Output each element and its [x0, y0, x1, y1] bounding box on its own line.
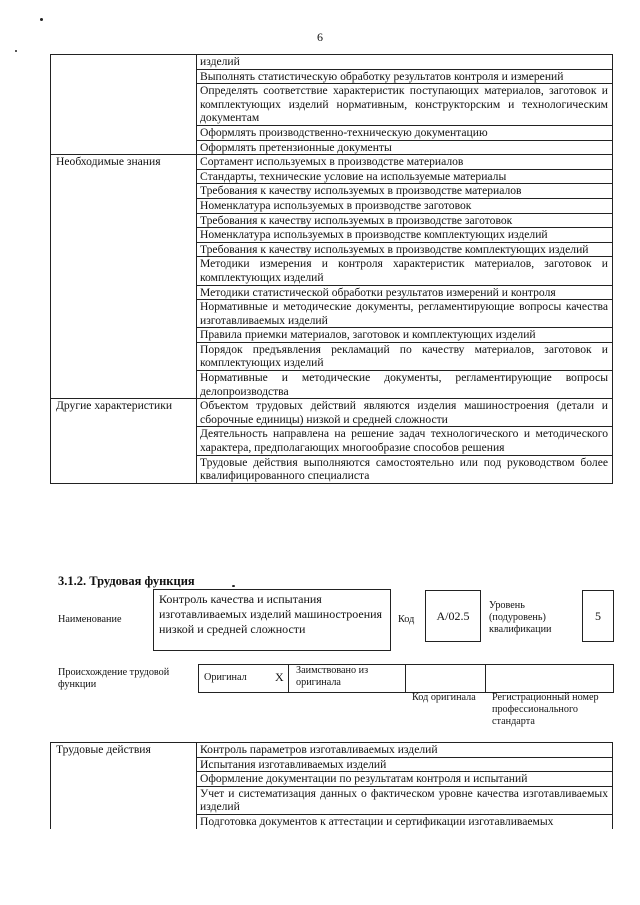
table-cell: Деятельность направлена на решение задач технологического и методического характера, предполагающих многообразие способов решения: [197, 427, 613, 455]
table-cell: Правила приемки материалов, заготовок и комплектующих изделий: [197, 328, 613, 343]
requirements-table: [50, 54, 613, 484]
code-original-caption: Код оригинала: [412, 692, 476, 703]
table-cell: Испытания изготавливаемых изделий: [197, 757, 613, 772]
table-row: [51, 55, 613, 70]
table-cell: Методики статистической обработки результатов измерений и контроля: [197, 285, 613, 300]
table-cell: Номенклатура используемых в производстве комплектующих изделий: [197, 228, 613, 243]
table-cell: Оформлять претензионные документы: [197, 140, 613, 155]
scan-speck: [40, 18, 43, 21]
table-cell: Учет и систематизация данных о фактическом уровне качества изготавливаемых изделий: [197, 786, 613, 814]
row-label: [51, 55, 197, 155]
table-cell: Сортамент используемых в производстве материалов: [197, 155, 613, 170]
table-row: [51, 743, 613, 758]
code-box: [425, 590, 481, 642]
table-cell: Нормативные и методические документы, регламентирующие вопросы делопроизводства: [197, 371, 613, 399]
table-cell: Требования к качеству используемых в производстве материалов: [197, 184, 613, 199]
table-cell: Оформление документации по результатам контроля и испытаний: [197, 772, 613, 787]
table-cell: Подготовка документов к аттестации и сертификации изготавливаемых: [197, 814, 613, 828]
table-cell: Стандарты, технические условие на используемые материалы: [197, 169, 613, 184]
table-cell: Номенклатура используемых в производстве заготовок: [197, 198, 613, 213]
table-cell: Методики измерения и контроля характеристик материалов, заготовок и комплектующих изделий: [197, 257, 613, 285]
name-label: Наименование: [58, 614, 122, 625]
table-row: [51, 155, 613, 170]
original-mark: X: [275, 670, 284, 684]
table-cell: изделий: [197, 55, 613, 70]
scan-speck: [232, 585, 235, 587]
scan-speck: [15, 50, 17, 52]
origin-divider: [405, 664, 406, 692]
name-value-box: [153, 589, 391, 651]
origin-box: [198, 664, 614, 693]
origin-label: Происхождение трудовой функции: [58, 667, 170, 690]
table-cell: Требования к качеству используемых в производстве комплектующих изделий: [197, 242, 613, 257]
table-cell: Объектом трудовых действий являются изделия машиностроения (детали и сборочные единицы) низкой и средней сложности: [197, 399, 613, 427]
table-cell: Определять соответствие характеристик поступающих материалов, заготовок и комплектующих изделий нормативным, конструкторским и технологическим документам: [197, 84, 613, 126]
section-heading: 3.1.2. Трудовая функция: [58, 574, 195, 588]
row-label-knowledge: Необходимые знания: [51, 155, 197, 399]
actions-table: [50, 742, 613, 829]
table-row: [51, 399, 613, 427]
origin-divider: [485, 664, 486, 692]
table-cell: Оформлять производственно-техническую документацию: [197, 125, 613, 140]
name-value: Контроль качества и испытания изготавливаемых изделий машиностроения низкой и средней сложности: [159, 592, 383, 636]
table-cell: Контроль параметров изготавливаемых изделий: [197, 743, 613, 758]
level-label: Уровень (подуровень) квалификации: [489, 600, 552, 635]
table-cell: Порядок предъявления рекламаций по качеству материалов, заготовок и комплектующих изделий: [197, 342, 613, 370]
page-number: 6: [317, 30, 323, 44]
row-label-actions: Трудовые действия: [51, 743, 197, 829]
borrowed-label: Заимствовано из оригинала: [296, 665, 369, 688]
reg-number-caption: Регистрационный номер профессионального стандарта: [492, 692, 599, 727]
table-cell: Требования к качеству используемых в производстве заготовок: [197, 213, 613, 228]
level-box: [582, 590, 614, 642]
code-value: A/02.5: [436, 609, 470, 623]
row-label-other: Другие характеристики: [51, 399, 197, 484]
table-cell: Нормативные и методические документы, регламентирующие вопросы качества изготавливаемых изделий: [197, 300, 613, 328]
original-label: Оригинал: [204, 672, 247, 683]
origin-divider: [288, 664, 289, 692]
table-cell: Трудовые действия выполняются самостоятельно или под руководством более квалифицированного специалиста: [197, 455, 613, 483]
code-label: Код: [398, 614, 415, 625]
level-value: 5: [595, 609, 601, 623]
table-cell: Выполнять статистическую обработку результатов контроля и измерений: [197, 69, 613, 84]
